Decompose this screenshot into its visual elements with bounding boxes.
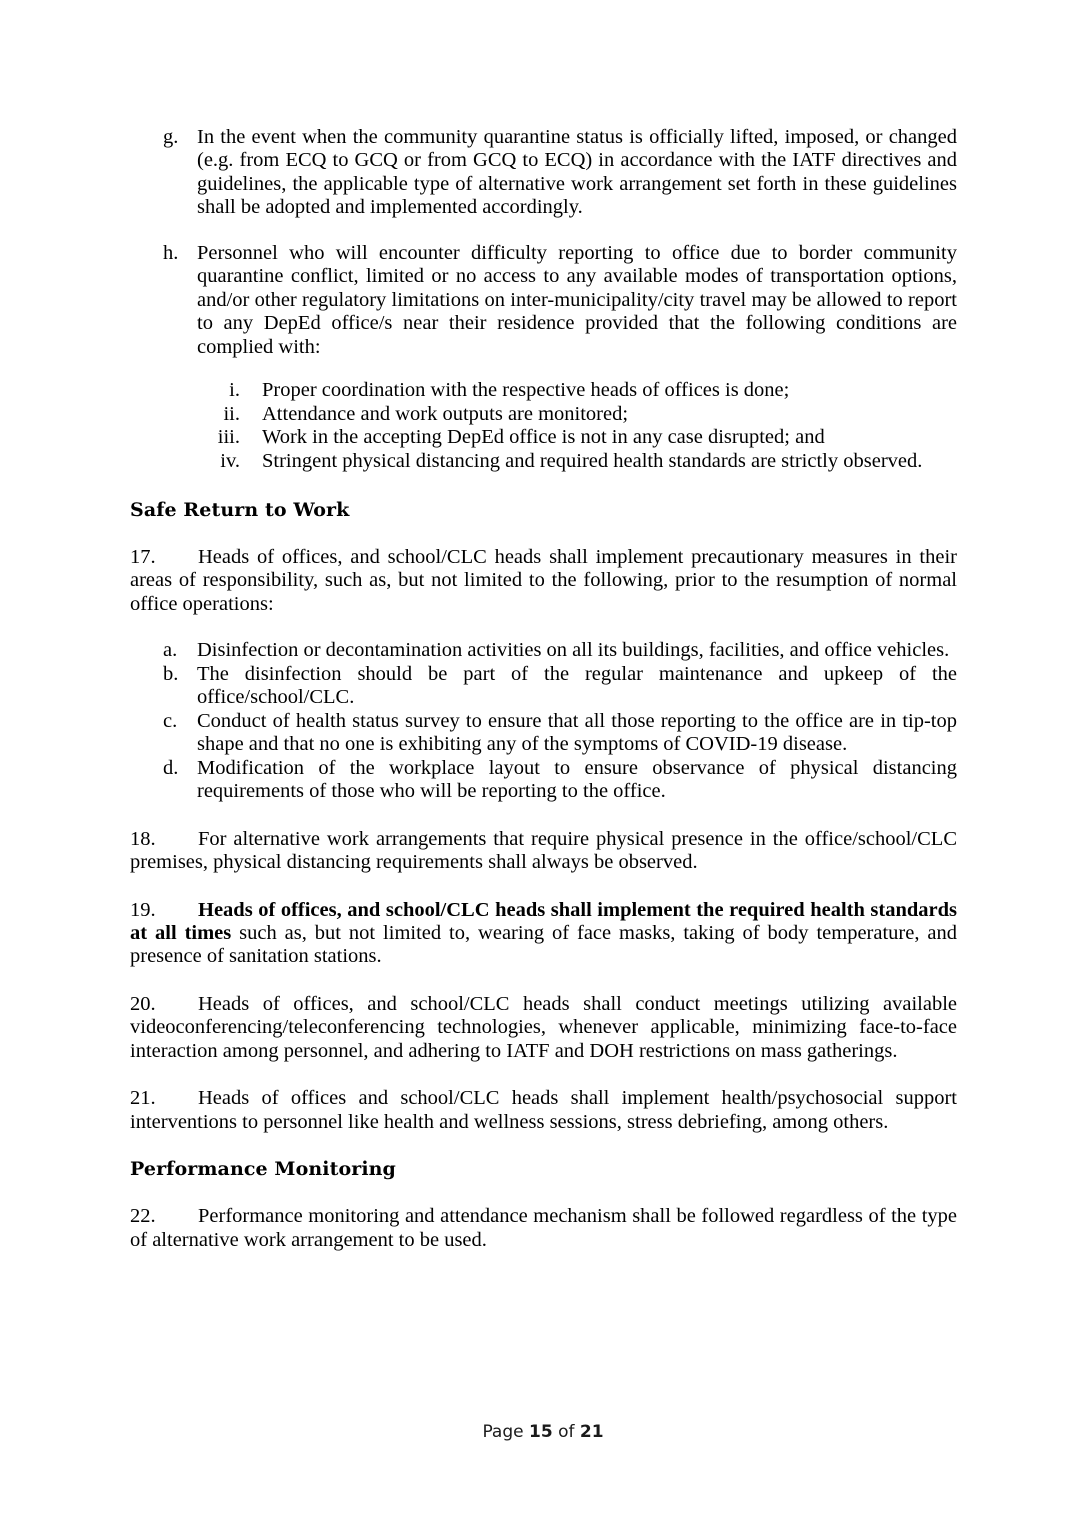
section-heading-performance-monitoring: Performance Monitoring	[130, 1158, 396, 1181]
list-marker: iv.	[220, 449, 240, 472]
paragraph-number: 20.	[130, 992, 156, 1015]
page-content	[130, 126, 957, 1252]
list-item	[130, 450, 957, 473]
list-item	[130, 403, 957, 426]
paragraph-22	[130, 1205, 957, 1252]
list-marker: iii.	[217, 426, 240, 449]
list-item	[130, 663, 957, 710]
list-item	[130, 242, 957, 359]
conditions-roman-list	[130, 379, 957, 473]
list-item	[130, 126, 957, 220]
footer-page-prefix: Page	[482, 1422, 524, 1442]
paragraph-text: such as, but not limited to, wearing of face masks, taking of body temperature, and presence of sanitation stations.	[130, 921, 957, 968]
list-marker: b.	[163, 662, 179, 685]
list-item-text: The disinfection should be part of the regular maintenance and upkeep of the office/school/CLC.	[197, 662, 957, 709]
list-marker: h.	[163, 241, 179, 264]
paragraph-18	[130, 828, 957, 875]
list-item-text: Conduct of health status survey to ensure that all those reporting to the office are in tip-top shape and that no one is exhibiting any of the symptoms of COVID-19 disease.	[197, 709, 957, 756]
paragraph-text: Heads of offices, and school/CLC heads shall conduct meetings utilizing available videoconferencing/teleconferencing technologies, whenever applicable, minimizing face-to-face interaction among personnel, and adhering to IATF and DOH restrictions on mass gatherings.	[130, 992, 957, 1062]
paragraph-text: Heads of offices and school/CLC heads shall implement health/psychosocial support interventions to personnel like health and wellness sessions, stress debriefing, among others.	[130, 1087, 957, 1133]
list-item-text: Attendance and work outputs are monitored;	[262, 402, 629, 425]
paragraph-number: 21.	[130, 1087, 156, 1110]
list-item-text: Personnel who will encounter difficulty reporting to office due to border community quarantine conflict, limited or no access to any available modes of transportation options, and/or other regulatory limitations on inter-municipality/city travel may be allowed to report to any DepEd office/s near their residence provided that the following conditions are complied with:	[197, 241, 957, 358]
list-item-text: In the event when the community quarantine status is officially lifted, imposed, or changed (e.g. from ECQ to GCQ or from GCQ to ECQ) in accordance with the IATF directives and guidelines, the applicable type of alternative work arrangement set forth in these guidelines shall be adopted and implemented accordingly.	[197, 126, 957, 219]
list-item	[130, 379, 957, 402]
list-item	[130, 757, 957, 804]
list-item	[130, 426, 957, 449]
list-marker: ii.	[223, 402, 240, 425]
list-item	[130, 639, 957, 662]
paragraph-19	[130, 899, 957, 969]
list-marker: d.	[163, 756, 179, 779]
list-item	[130, 710, 957, 757]
list-item-text: Modification of the workplace layout to ensure observance of physical distancing requirements of those who will be reporting to the office.	[197, 756, 957, 803]
paragraph-21	[130, 1087, 957, 1134]
paragraph-number: 19.	[130, 898, 156, 921]
footer-page-middle: of	[558, 1422, 575, 1442]
paragraph-17	[130, 546, 957, 616]
list-item-text: Work in the accepting DepEd office is not in any case disrupted; and	[262, 426, 825, 449]
paragraph-number: 22.	[130, 1205, 156, 1228]
paragraph-text: Performance monitoring and attendance mechanism shall be followed regardless of the type of alternative work arrangement to be used.	[130, 1205, 957, 1251]
list-item-text: Stringent physical distancing and required health standards are strictly observed.	[262, 449, 923, 472]
list-marker: c.	[163, 709, 178, 732]
paragraph-text: For alternative work arrangements that require physical presence in the office/school/CLC premises, physical distancing requirements shall always be observed.	[130, 827, 957, 874]
footer-page-total: 21	[579, 1422, 604, 1442]
footer-page-number: 15	[529, 1422, 553, 1442]
list-marker: a.	[163, 639, 178, 662]
list-item-text: Proper coordination with the respective heads of offices is done;	[262, 379, 790, 402]
list-marker: i.	[229, 379, 240, 402]
paragraph-text: Heads of offices, and school/CLC heads shall implement precautionary measures in their areas of responsibility, such as, but not limited to the following, prior to the resumption of normal office operations:	[130, 545, 957, 615]
page-footer	[0, 1422, 1086, 1442]
list-marker: g.	[163, 126, 179, 148]
paragraph-20	[130, 993, 957, 1063]
list-item-text: Disinfection or decontamination activities on all its buildings, facilities, and office vehicles.	[197, 639, 950, 662]
paragraph-bold-text: Heads of offices, and school/CLC heads shall implement the required health standards at all times	[130, 898, 957, 944]
top-lettered-list	[130, 126, 957, 359]
section-heading-safe-return: Safe Return to Work	[130, 499, 350, 522]
paragraph-number: 17.	[130, 545, 156, 568]
precautionary-measures-list	[130, 639, 957, 803]
paragraph-number: 18.	[130, 827, 156, 850]
